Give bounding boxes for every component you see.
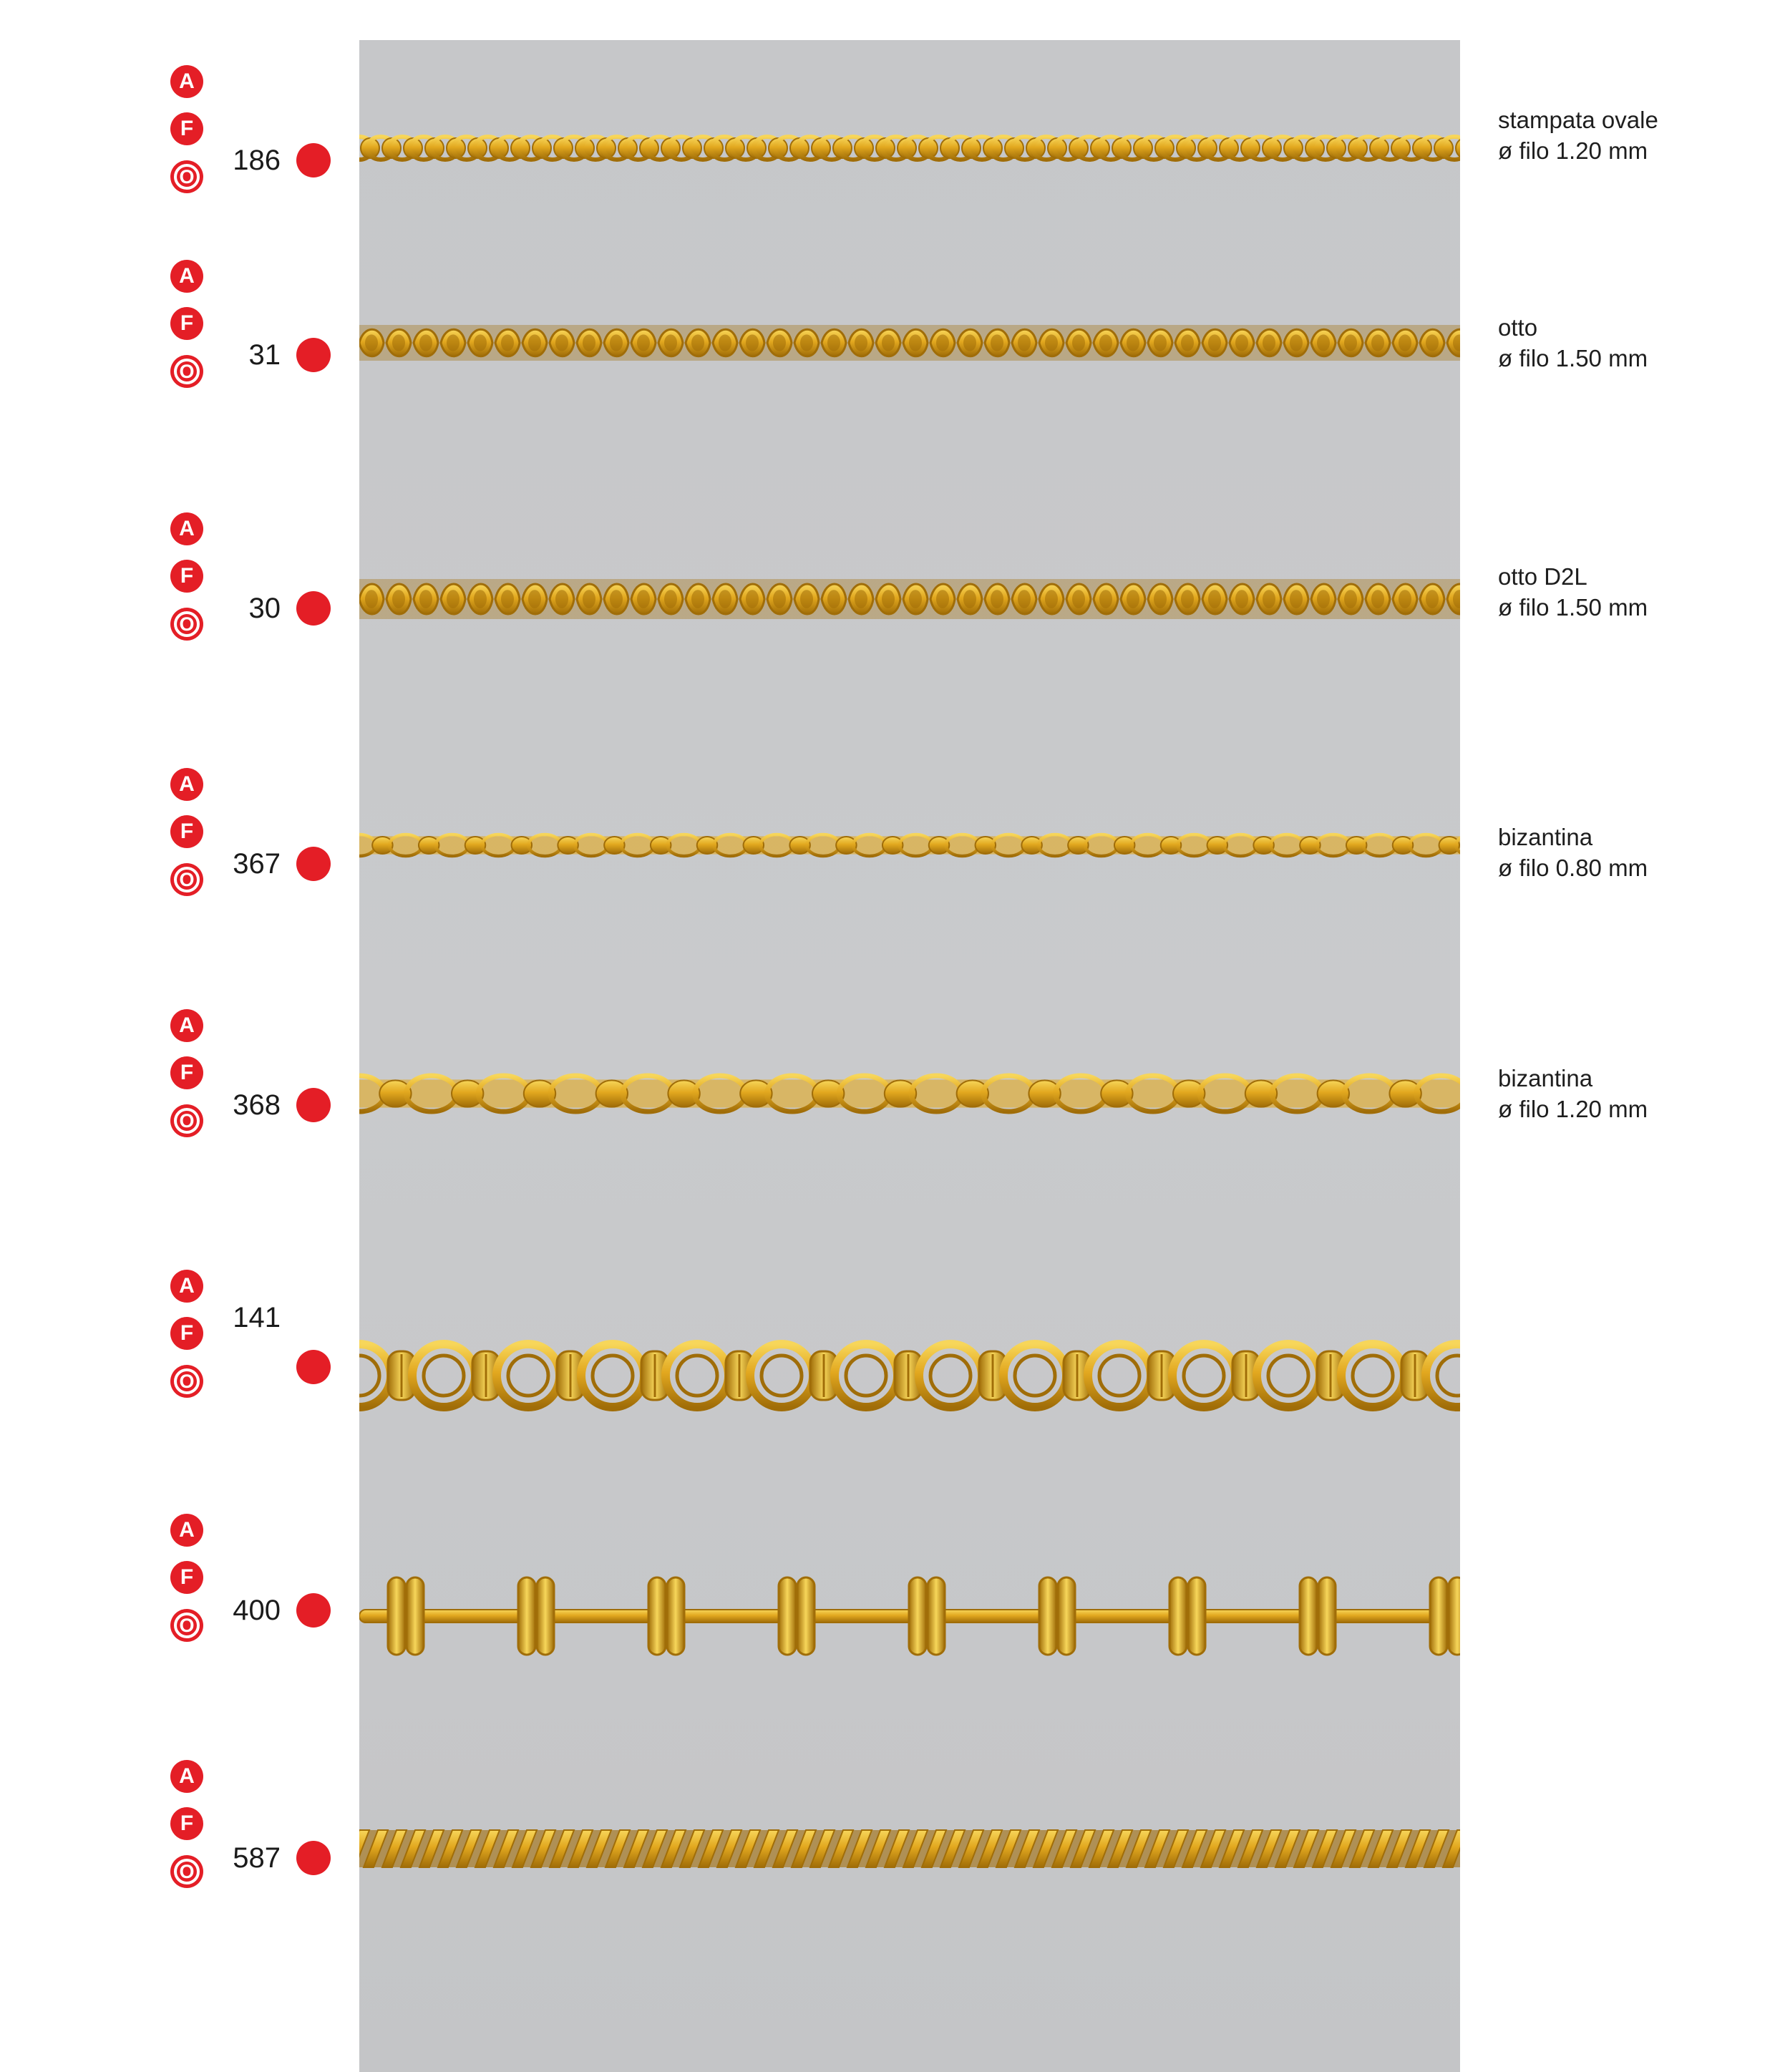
badge-a (170, 260, 203, 293)
badge-letter: F (180, 311, 194, 335)
chain-141 (359, 1330, 1460, 1421)
item-name: bizantina (1498, 1065, 1593, 1091)
item-spec: ø filo 1.50 mm (1498, 594, 1648, 621)
badge-f (170, 1561, 203, 1594)
badge-letter: F (180, 564, 194, 588)
item-code: 30 (248, 593, 281, 624)
badge-a (170, 512, 203, 545)
item-code: 31 (248, 339, 281, 371)
chain-31 (359, 315, 1460, 371)
item-spec: ø filo 1.20 mm (1498, 1096, 1648, 1122)
badge-letter: A (179, 1764, 195, 1788)
badge-letter: A (179, 1518, 195, 1542)
item-name: otto D2L (1498, 563, 1587, 590)
status-dot (296, 847, 331, 881)
item-name: bizantina (1498, 824, 1593, 850)
chain-30 (359, 569, 1460, 629)
chains-photo (359, 40, 1460, 2072)
badge-letter: F (180, 819, 194, 843)
badge-letter: O (174, 611, 200, 637)
badge-letter: O (174, 867, 200, 892)
item-code: 587 (233, 1842, 281, 1874)
badge-a (170, 1760, 203, 1793)
status-dot (296, 338, 331, 372)
badge-a (170, 65, 203, 98)
badge-a (170, 1270, 203, 1303)
item-spec: ø filo 1.20 mm (1498, 137, 1648, 164)
badge-letter: O (174, 164, 200, 190)
item-spec: ø filo 1.50 mm (1498, 345, 1648, 371)
badge-letter: F (180, 117, 194, 140)
badge-letter: A (179, 772, 195, 796)
badge-letter: O (174, 1108, 200, 1134)
status-dot (296, 1841, 331, 1875)
item-description (1498, 1063, 1648, 1124)
badge-a (170, 1009, 203, 1042)
badge-o (170, 1365, 203, 1398)
status-dot (296, 1088, 331, 1122)
item-code: 400 (233, 1595, 281, 1626)
chain-368 (359, 1066, 1460, 1121)
badge-f (170, 112, 203, 145)
badge-f (170, 307, 203, 340)
status-dot (296, 143, 331, 177)
item-description (1498, 104, 1658, 166)
badge-letter: O (174, 359, 200, 384)
item-name: stampata ovale (1498, 107, 1658, 133)
badge-letter: F (180, 1565, 194, 1589)
badge-letter: A (179, 264, 195, 288)
item-description (1498, 561, 1648, 623)
badge-letter: A (179, 1013, 195, 1037)
item-code: 141 (233, 1302, 281, 1333)
chain-186 (359, 127, 1460, 170)
badge-letter: O (174, 1613, 200, 1638)
item-description (1498, 822, 1648, 883)
item-code: 186 (233, 145, 281, 176)
badge-letter: A (179, 1274, 195, 1298)
badge-a (170, 768, 203, 801)
badge-letter: F (180, 1061, 194, 1084)
item-description (1498, 312, 1648, 374)
badge-f (170, 560, 203, 593)
item-name: otto (1498, 314, 1538, 341)
chain-587 (359, 1819, 1460, 1879)
badge-a (170, 1514, 203, 1547)
badge-f (170, 1056, 203, 1089)
badge-letter: F (180, 1811, 194, 1835)
badge-f (170, 815, 203, 848)
badge-letter: O (174, 1859, 200, 1884)
status-dot (296, 1350, 331, 1384)
badge-letter: A (179, 517, 195, 540)
status-dot (296, 1593, 331, 1628)
chain-400 (359, 1566, 1460, 1666)
badge-letter: F (180, 1321, 194, 1345)
item-code: 368 (233, 1089, 281, 1121)
item-spec: ø filo 0.80 mm (1498, 855, 1648, 881)
chain-367 (359, 825, 1460, 865)
item-code: 367 (233, 848, 281, 880)
badge-letter: A (179, 69, 195, 93)
badge-f (170, 1807, 203, 1840)
badge-letter: O (174, 1368, 200, 1394)
status-dot (296, 591, 331, 626)
